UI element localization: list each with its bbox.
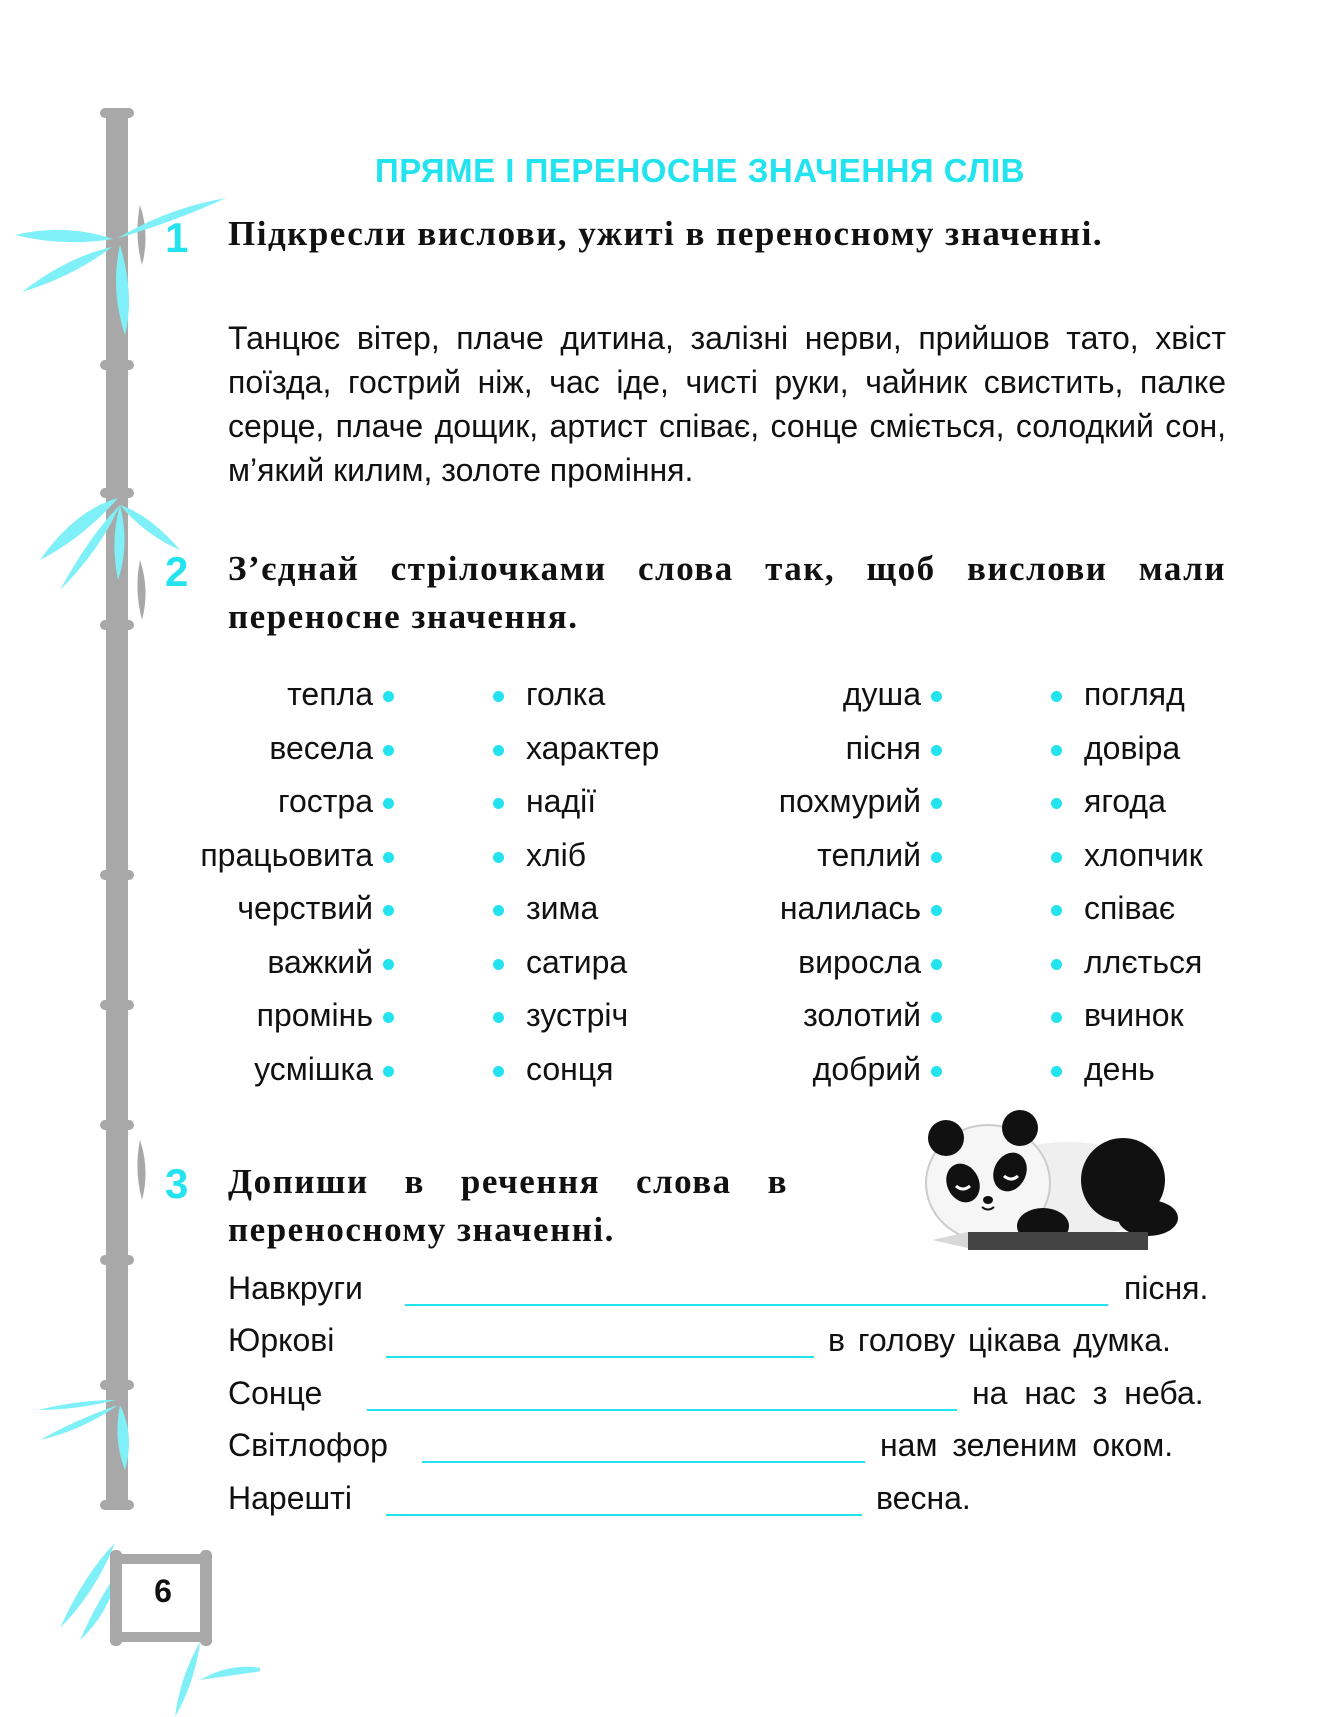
word-text: характер [526, 729, 660, 766]
word-item[interactable] [160, 1043, 394, 1097]
word-text: пісня [845, 729, 921, 766]
page-title: ПРЯМЕ І ПЕРЕНОСНЕ ЗНАЧЕННЯ СЛІВ [375, 152, 1025, 189]
connect-dot[interactable] [1051, 852, 1062, 863]
word-item[interactable] [720, 775, 942, 829]
word-item[interactable] [1051, 775, 1251, 829]
task3-instruction: Допиши в речення слова в переносному значенні. [228, 1162, 788, 1249]
word-text: день [1084, 1050, 1155, 1087]
word-text: зустріч [526, 997, 629, 1033]
answer-line-2[interactable] [386, 1356, 814, 1358]
connect-dot[interactable] [383, 1012, 394, 1023]
task2-instruction: З’єднай стрілочками слова так, щоб вислови мали переносне значення. [228, 549, 1226, 636]
word-item[interactable] [493, 668, 723, 722]
word-item[interactable] [493, 936, 723, 990]
word-column-1 [160, 668, 394, 1096]
connect-dot[interactable] [931, 1012, 942, 1023]
connect-dot[interactable] [383, 691, 394, 702]
task2-number: 2 [165, 548, 189, 595]
word-text: золотий [803, 997, 921, 1033]
word-text: ллється [1084, 943, 1203, 980]
connect-dot[interactable] [1051, 1012, 1062, 1023]
word-item[interactable] [1051, 668, 1251, 722]
word-text: теплий [817, 836, 921, 873]
connect-dot[interactable] [493, 959, 504, 970]
word-text: ягода [1084, 783, 1166, 819]
connect-dot[interactable] [1051, 1066, 1062, 1077]
connect-dot[interactable] [383, 798, 394, 809]
word-item[interactable] [720, 1043, 942, 1097]
word-column-2 [493, 668, 723, 1096]
task1-instruction: Підкресли вислови, ужиті в переносному значенні. [228, 214, 1104, 253]
connect-dot[interactable] [493, 798, 504, 809]
page-number: 6 [154, 1573, 172, 1609]
word-item[interactable] [720, 989, 942, 1043]
word-text: хліб [526, 836, 587, 873]
connect-dot[interactable] [931, 745, 942, 756]
answer-line-4[interactable] [422, 1461, 865, 1463]
word-item[interactable] [160, 882, 394, 936]
answer-line-5[interactable] [386, 1514, 862, 1516]
sentence-2-end: в голову цікава думка. [828, 1322, 1171, 1358]
word-item[interactable] [720, 936, 942, 990]
connect-dot[interactable] [383, 745, 394, 756]
word-item[interactable] [160, 936, 394, 990]
word-text: весела [269, 729, 373, 766]
word-item[interactable] [493, 829, 723, 883]
word-text: довіра [1084, 729, 1181, 766]
sentence-5-end: весна. [876, 1480, 971, 1516]
sentence-1-start: Навкруги [228, 1270, 363, 1306]
word-item[interactable] [1051, 936, 1251, 990]
connect-dot[interactable] [1051, 798, 1062, 809]
word-text: усмішка [254, 1050, 373, 1087]
connect-dot[interactable] [493, 745, 504, 756]
task1-text[interactable]: Танцює вітер, плаче дитина, залізні нерви, прийшов тато, хвіст поїзда, гострий ніж, час іде, чисті руки, чайник свистить, палке серце, плаче дощик, артист співає, сонце сміється, солодкий сон, м’який килим, золоте проміння. [228, 320, 1226, 488]
sentence-1-end: пісня. [1124, 1270, 1209, 1306]
task3-number: 3 [165, 1160, 189, 1207]
word-item[interactable] [160, 722, 394, 776]
word-text: черствий [237, 890, 373, 926]
word-item[interactable] [493, 989, 723, 1043]
word-text: налилась [779, 890, 921, 926]
panda-illustration [918, 1108, 1178, 1258]
word-item[interactable] [720, 882, 942, 936]
word-item[interactable] [493, 882, 723, 936]
word-text: сатира [526, 943, 628, 980]
word-item[interactable] [720, 668, 942, 722]
word-text: сонця [526, 1050, 614, 1087]
word-text: хлопчик [1084, 836, 1203, 873]
connect-dot[interactable] [383, 959, 394, 970]
word-text: важкий [267, 943, 373, 980]
connect-dot[interactable] [931, 798, 942, 809]
connect-dot[interactable] [931, 1066, 942, 1077]
word-text: добрий [812, 1050, 921, 1087]
connect-dot[interactable] [1051, 959, 1062, 970]
connect-dot[interactable] [931, 852, 942, 863]
sentence-5-start: Нарешті [228, 1480, 352, 1516]
word-item[interactable] [493, 722, 723, 776]
word-text: душа [842, 676, 921, 712]
connect-dot[interactable] [493, 1066, 504, 1077]
word-text: голка [526, 676, 606, 712]
word-item[interactable] [1051, 882, 1251, 936]
sentence-4-end: нам зеленим оком. [880, 1427, 1174, 1463]
word-text: співає [1084, 890, 1176, 926]
word-item[interactable] [493, 775, 723, 829]
connect-dot[interactable] [1051, 905, 1062, 916]
word-text: тепла [287, 676, 373, 712]
word-item[interactable] [1051, 1043, 1251, 1097]
connect-dot[interactable] [493, 1012, 504, 1023]
sentence-3-end: на нас з неба. [972, 1375, 1204, 1411]
word-text: працьовита [200, 836, 373, 873]
word-item[interactable] [160, 989, 394, 1043]
connect-dot[interactable] [1051, 691, 1062, 702]
connect-dot[interactable] [493, 905, 504, 916]
word-item[interactable] [1051, 989, 1251, 1043]
connect-dot[interactable] [493, 852, 504, 863]
answer-line-1[interactable] [405, 1304, 1108, 1306]
connect-dot[interactable] [493, 691, 504, 702]
word-text: гостра [277, 783, 373, 819]
word-text: надії [526, 783, 597, 819]
word-text: промінь [256, 997, 373, 1033]
word-item[interactable] [1051, 722, 1251, 776]
task1-number: 1 [165, 214, 189, 261]
connect-dot[interactable] [931, 905, 942, 916]
connect-dot[interactable] [931, 959, 942, 970]
answer-line-3[interactable] [367, 1409, 957, 1411]
sentence-4-start: Світлофор [228, 1427, 388, 1463]
word-column-3 [720, 668, 942, 1096]
sentence-2-start: Юркові [228, 1322, 335, 1358]
connect-dot[interactable] [383, 852, 394, 863]
word-item[interactable] [720, 829, 942, 883]
word-text: зима [526, 890, 599, 926]
connect-dot[interactable] [383, 905, 394, 916]
word-item[interactable] [493, 1043, 723, 1097]
connect-dot[interactable] [931, 691, 942, 702]
word-item[interactable] [160, 668, 394, 722]
word-column-4 [1051, 668, 1251, 1096]
word-item[interactable] [160, 775, 394, 829]
word-text: похмурий [778, 783, 921, 819]
word-text: вчинок [1084, 997, 1184, 1033]
word-text: погляд [1084, 676, 1185, 712]
word-text: виросла [798, 943, 921, 980]
word-item[interactable] [720, 722, 942, 776]
word-item[interactable] [1051, 829, 1251, 883]
sentence-3-start: Сонце [228, 1375, 323, 1411]
connect-dot[interactable] [1051, 745, 1062, 756]
word-item[interactable] [160, 829, 394, 883]
connect-dot[interactable] [383, 1066, 394, 1077]
